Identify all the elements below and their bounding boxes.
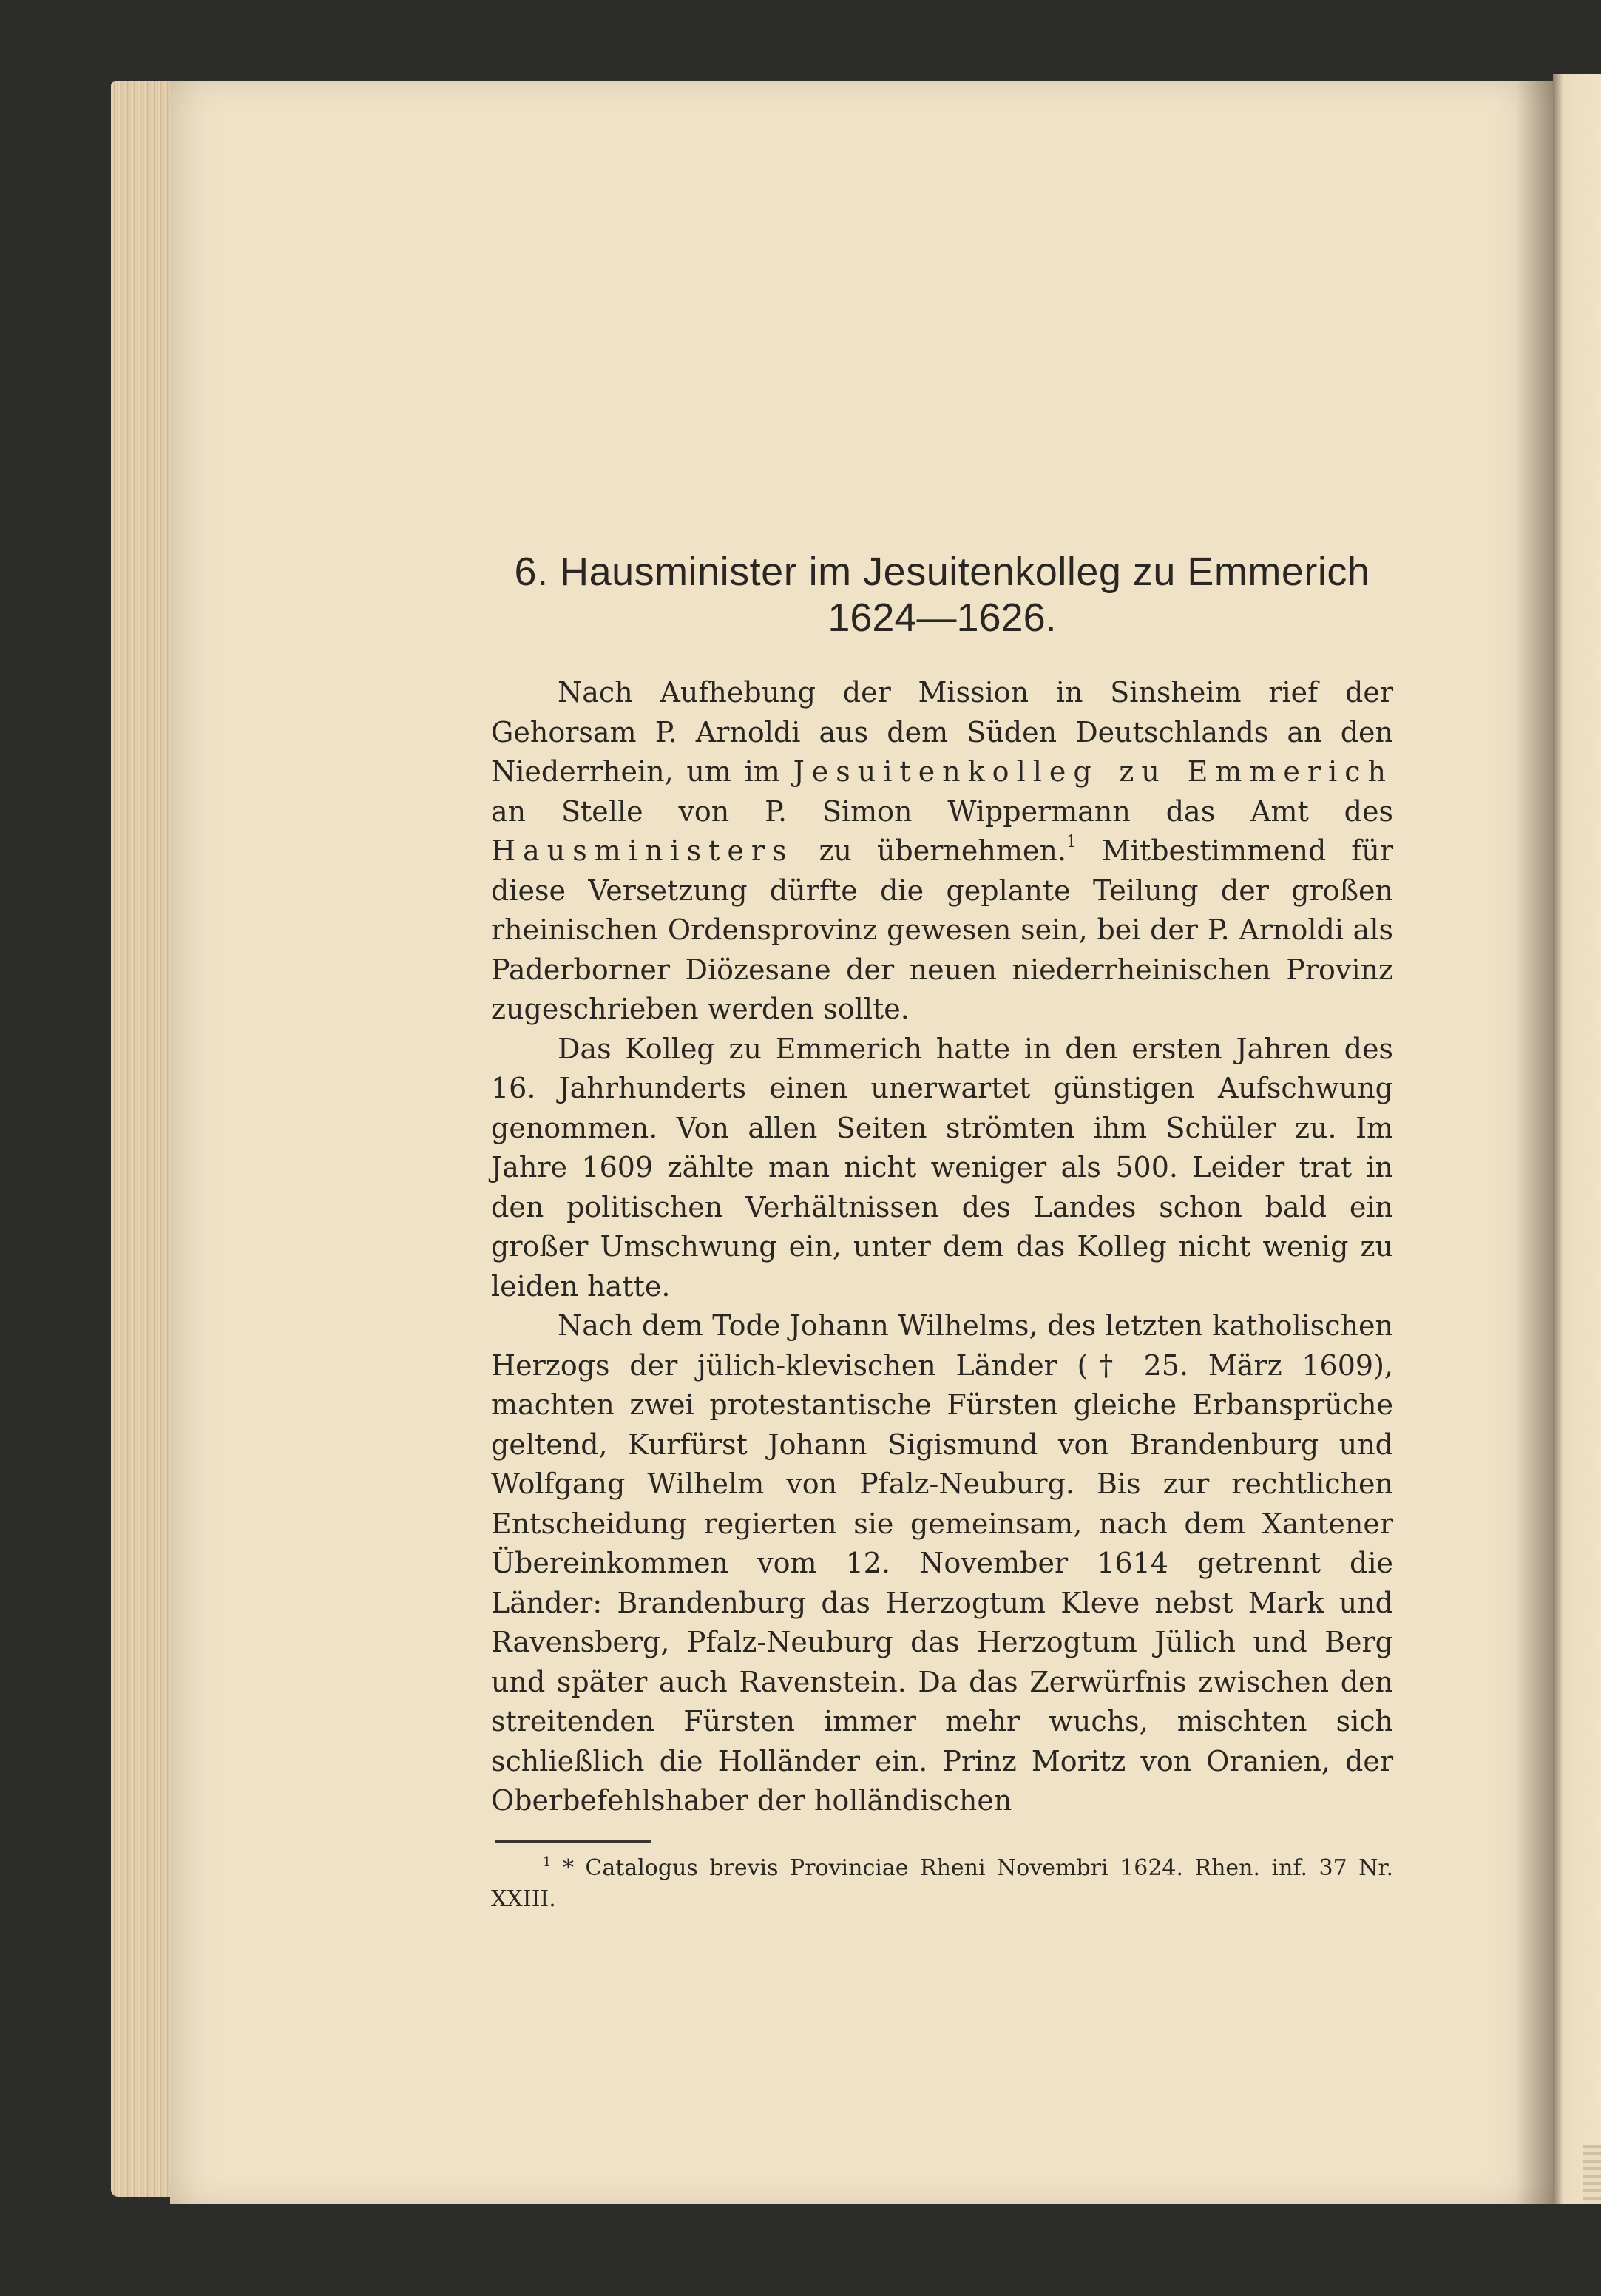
gutter-shadow [1516,81,1557,2204]
paragraph-1-part-f: Mitbestimmend für diese Versetzung dürfte die geplante Teilung der großen rheinischen Ordensprovinz gewesen sein, bei der P. Arnoldi als Paderborner Diözesane der neuen niederrheinischen Provinz zugeschrieben werden sollte. [491,834,1393,1025]
footnote-text: * Catalogus brevis Provinciae Rheni Novembri 1624. Rhen. inf. 37 Nr. XXIII. [491,1854,1393,1912]
facing-page-edge [1553,74,1601,2204]
paragraph-3: Nach dem Tode Johann Wilhelms, des letzten katholischen Herzogs der jülich-klevischen Länder († 25. März 1609), machten zwei protestantische Fürsten gleiche Erbansprüche geltend, Kurfürst Johann Sigismund von Brandenburg und Wolfgang Wilhelm von Pfalz-Neuburg. Bis zur rechtlichen Entscheidung regierten sie gemeinsam, nach dem Xantener Übereinkommen vom 12. November 1614 getrennt die Länder: Brandenburg das Herzogtum Kleve nebst Mark und Ravensberg, Pfalz-Neuburg das Herzogtum Jülich und Berg und später auch Ravenstein. Da das Zerwürfnis zwischen den streitenden Fürsten immer mehr wuchs, mischten sich schließlich die Holländer ein. Prinz Moritz von Oranien, der Oberbefehlshaber der holländischen [491,1309,1393,1817]
paragraph-2: Das Kolleg zu Emmerich hatte in den ersten Jahren des 16. Jahrhunderts einen unerwartet günstigen Aufschwung genommen. Von allen Seiten strömten ihm Schüler zu. Im Jahre 1609 zählte man nicht weniger als 500. Leider trat in den politischen Verhältnissen des Landes schon bald ein großer Umschwung ein, unter dem das Kolleg nicht wenig zu leiden hatte. [491,1032,1393,1303]
paragraph-1-part-e: zu übernehmen. [793,834,1066,867]
spaced-term-hausministers: Hausministers [491,834,794,867]
chapter-years: 1624—1626. [827,595,1057,640]
paragraph-1-part-c: an Stelle von P. Simon Wippermann das Amt des [491,794,1393,828]
chapter-title: 6. Hausminister im Jesuitenkolleg zu Emmerich [514,550,1370,594]
text-column [491,549,1393,1915]
spaced-term-jesuitenkolleg: Jesuitenkolleg zu Emmerich [793,755,1393,788]
footnote-reference: 1 [1066,833,1077,851]
footnote-divider [495,1840,651,1843]
footnote [491,1853,1393,1915]
paragraph-1 [491,673,1393,1030]
facing-page-stack [1583,2145,1601,2204]
footnote-marker: 1 [543,1854,552,1870]
paragraph-1-part-a: Nach Aufhebung der Mission in Sinsheim rief der Gehorsam P. Arnoldi aus dem Süden Deutschlands an den Niederrhein, um im [491,676,1393,788]
